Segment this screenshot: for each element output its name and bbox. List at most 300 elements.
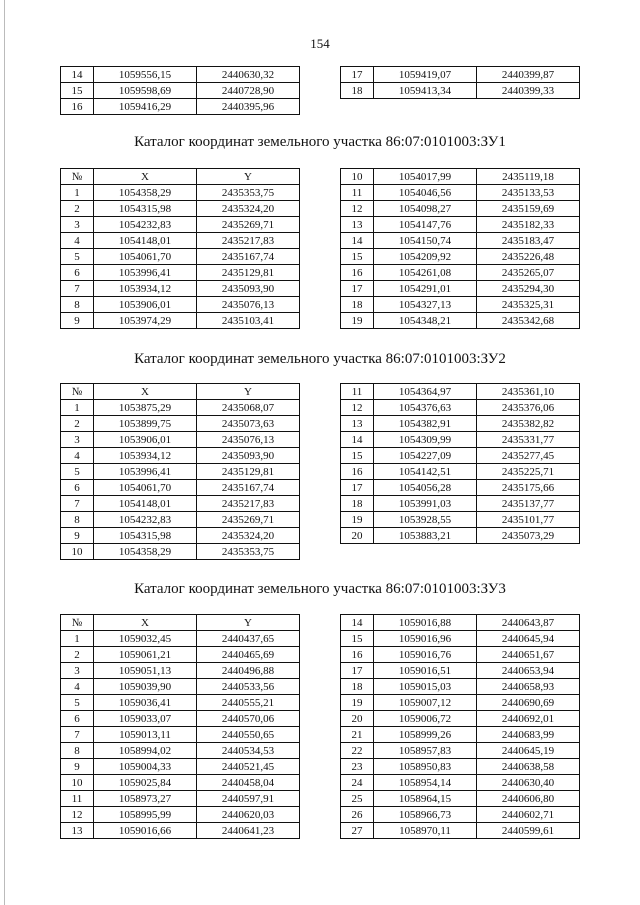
coord-x: 1059006,72 bbox=[374, 711, 477, 727]
coord-x: 1054150,74 bbox=[374, 233, 477, 249]
table-row bbox=[61, 83, 300, 99]
table-row bbox=[61, 313, 300, 329]
coord-y: 2440465,69 bbox=[197, 647, 300, 663]
coord-y: 2440630,32 bbox=[197, 67, 300, 83]
point-number: 10 bbox=[61, 775, 94, 791]
coord-y: 2440690,69 bbox=[477, 695, 580, 711]
coord-x: 1054056,28 bbox=[374, 480, 477, 496]
table-row bbox=[341, 631, 580, 647]
coord-x: 1059039,90 bbox=[94, 679, 197, 695]
coord-y: 2435068,07 bbox=[197, 400, 300, 416]
zu1-table-left bbox=[60, 168, 300, 329]
point-number: 7 bbox=[61, 496, 94, 512]
table-row bbox=[341, 695, 580, 711]
coord-y: 2440606,80 bbox=[477, 791, 580, 807]
coord-y: 2440597,91 bbox=[197, 791, 300, 807]
point-number: 8 bbox=[61, 743, 94, 759]
zu3-table-left bbox=[60, 614, 300, 839]
coord-y: 2435324,20 bbox=[197, 201, 300, 217]
point-number: 3 bbox=[61, 217, 94, 233]
table-row bbox=[341, 297, 580, 313]
zu3-table-right bbox=[340, 614, 580, 839]
point-number: 26 bbox=[341, 807, 374, 823]
coord-x: 1054364,97 bbox=[374, 384, 477, 400]
table-row bbox=[341, 217, 580, 233]
coord-y: 2440533,56 bbox=[197, 679, 300, 695]
point-number: 17 bbox=[341, 663, 374, 679]
coord-x: 1053883,21 bbox=[374, 528, 477, 544]
table-row bbox=[341, 791, 580, 807]
coord-y: 2435175,66 bbox=[477, 480, 580, 496]
coord-x: 1054148,01 bbox=[94, 233, 197, 249]
table-row bbox=[61, 743, 300, 759]
coord-x: 1059419,07 bbox=[374, 67, 477, 83]
column-header-number: № bbox=[61, 615, 94, 631]
table-header-row bbox=[61, 615, 300, 631]
point-number: 16 bbox=[341, 464, 374, 480]
table-row bbox=[61, 528, 300, 544]
point-number: 18 bbox=[341, 496, 374, 512]
point-number: 4 bbox=[61, 679, 94, 695]
table-row bbox=[341, 416, 580, 432]
coord-y: 2435217,83 bbox=[197, 496, 300, 512]
table-row bbox=[61, 496, 300, 512]
page-number: 154 bbox=[310, 36, 330, 51]
coord-x: 1059598,69 bbox=[94, 83, 197, 99]
coord-y: 2435269,71 bbox=[197, 512, 300, 528]
table-row bbox=[341, 711, 580, 727]
point-number: 4 bbox=[61, 233, 94, 249]
table-row bbox=[61, 775, 300, 791]
point-number: 16 bbox=[341, 265, 374, 281]
table-row bbox=[61, 67, 300, 83]
column-header-number: № bbox=[61, 384, 94, 400]
coord-y: 2435093,90 bbox=[197, 448, 300, 464]
coord-y: 2435331,77 bbox=[477, 432, 580, 448]
zu1-table-right bbox=[340, 168, 580, 329]
coord-x: 1054209,92 bbox=[374, 249, 477, 265]
point-number: 20 bbox=[341, 528, 374, 544]
coord-x: 1053996,41 bbox=[94, 464, 197, 480]
coord-y: 2435269,71 bbox=[197, 217, 300, 233]
point-number: 1 bbox=[61, 185, 94, 201]
point-number: 19 bbox=[341, 695, 374, 711]
coord-y: 2440638,58 bbox=[477, 759, 580, 775]
table-row bbox=[341, 185, 580, 201]
point-number: 14 bbox=[61, 67, 94, 83]
coord-x: 1059033,07 bbox=[94, 711, 197, 727]
coord-y: 2440555,21 bbox=[197, 695, 300, 711]
coord-y: 2435073,29 bbox=[477, 528, 580, 544]
point-number: 3 bbox=[61, 663, 94, 679]
coord-x: 1059051,13 bbox=[94, 663, 197, 679]
coord-x: 1059016,96 bbox=[374, 631, 477, 647]
zu2-table-right bbox=[340, 383, 580, 544]
coord-y: 2440534,53 bbox=[197, 743, 300, 759]
table-row bbox=[61, 432, 300, 448]
coord-x: 1054148,01 bbox=[94, 496, 197, 512]
table-row bbox=[61, 823, 300, 839]
point-number: 4 bbox=[61, 448, 94, 464]
coord-y: 2435277,45 bbox=[477, 448, 580, 464]
coord-y: 2440653,94 bbox=[477, 663, 580, 679]
coord-x: 1054358,29 bbox=[94, 185, 197, 201]
point-number: 3 bbox=[61, 432, 94, 448]
coord-x: 1054376,63 bbox=[374, 400, 477, 416]
table-row bbox=[61, 512, 300, 528]
table-row bbox=[341, 384, 580, 400]
coord-x: 1054358,29 bbox=[94, 544, 197, 560]
coord-x: 1053991,03 bbox=[374, 496, 477, 512]
coord-y: 2440521,45 bbox=[197, 759, 300, 775]
coord-x: 1059013,11 bbox=[94, 727, 197, 743]
point-number: 1 bbox=[61, 631, 94, 647]
table-row bbox=[61, 480, 300, 496]
point-number: 5 bbox=[61, 695, 94, 711]
coord-x: 1053934,12 bbox=[94, 448, 197, 464]
table-row bbox=[341, 83, 580, 99]
coord-x: 1053934,12 bbox=[94, 281, 197, 297]
coord-x: 1054348,21 bbox=[374, 313, 477, 329]
coord-x: 1054142,51 bbox=[374, 464, 477, 480]
coord-x: 1053996,41 bbox=[94, 265, 197, 281]
coord-x: 1054232,83 bbox=[94, 217, 197, 233]
table-row bbox=[341, 679, 580, 695]
table-row bbox=[61, 201, 300, 217]
column-header-x: X bbox=[94, 615, 197, 631]
point-number: 9 bbox=[61, 313, 94, 329]
coord-x: 1059416,29 bbox=[94, 99, 197, 115]
table-row bbox=[341, 743, 580, 759]
table-row bbox=[341, 807, 580, 823]
point-number: 24 bbox=[341, 775, 374, 791]
table-row bbox=[341, 265, 580, 281]
point-number: 11 bbox=[61, 791, 94, 807]
point-number: 21 bbox=[341, 727, 374, 743]
coord-x: 1058966,73 bbox=[374, 807, 477, 823]
coord-x: 1059016,76 bbox=[374, 647, 477, 663]
point-number: 13 bbox=[341, 217, 374, 233]
table-row bbox=[61, 185, 300, 201]
coord-x: 1059016,88 bbox=[374, 615, 477, 631]
table-row bbox=[61, 679, 300, 695]
coord-y: 2440728,90 bbox=[197, 83, 300, 99]
point-number: 15 bbox=[341, 448, 374, 464]
point-number: 15 bbox=[61, 83, 94, 99]
point-number: 12 bbox=[341, 201, 374, 217]
table-row bbox=[61, 265, 300, 281]
table-row bbox=[61, 249, 300, 265]
point-number: 8 bbox=[61, 297, 94, 313]
coord-x: 1059036,41 bbox=[94, 695, 197, 711]
point-number: 7 bbox=[61, 727, 94, 743]
table-row bbox=[61, 400, 300, 416]
coord-y: 2440550,65 bbox=[197, 727, 300, 743]
coord-x: 1054261,08 bbox=[374, 265, 477, 281]
coord-x: 1054291,01 bbox=[374, 281, 477, 297]
table-row bbox=[341, 464, 580, 480]
table-row bbox=[61, 297, 300, 313]
table-row bbox=[61, 448, 300, 464]
coord-x: 1059413,34 bbox=[374, 83, 477, 99]
coord-x: 1054315,98 bbox=[94, 528, 197, 544]
coord-x: 1058950,83 bbox=[374, 759, 477, 775]
table-row bbox=[61, 464, 300, 480]
point-number: 13 bbox=[61, 823, 94, 839]
coord-y: 2435217,83 bbox=[197, 233, 300, 249]
coord-x: 1059025,84 bbox=[94, 775, 197, 791]
coord-y: 2440645,94 bbox=[477, 631, 580, 647]
point-number: 10 bbox=[341, 169, 374, 185]
coord-y: 2435342,68 bbox=[477, 313, 580, 329]
coord-y: 2435133,53 bbox=[477, 185, 580, 201]
coord-y: 2440651,67 bbox=[477, 647, 580, 663]
point-number: 9 bbox=[61, 759, 94, 775]
point-number: 2 bbox=[61, 416, 94, 432]
coord-y: 2435324,20 bbox=[197, 528, 300, 544]
coord-x: 1058964,15 bbox=[374, 791, 477, 807]
point-number: 14 bbox=[341, 233, 374, 249]
table-row bbox=[341, 775, 580, 791]
table-row bbox=[341, 313, 580, 329]
table-row bbox=[341, 281, 580, 297]
table-row bbox=[341, 528, 580, 544]
table-row bbox=[61, 281, 300, 297]
table-row bbox=[61, 544, 300, 560]
coord-y: 2435137,77 bbox=[477, 496, 580, 512]
coord-x: 1054227,09 bbox=[374, 448, 477, 464]
point-number: 17 bbox=[341, 480, 374, 496]
table-row bbox=[341, 448, 580, 464]
point-number: 10 bbox=[61, 544, 94, 560]
point-number: 2 bbox=[61, 647, 94, 663]
coord-y: 2435167,74 bbox=[197, 249, 300, 265]
point-number: 6 bbox=[61, 711, 94, 727]
point-number: 27 bbox=[341, 823, 374, 839]
coord-x: 1058954,14 bbox=[374, 775, 477, 791]
table-row bbox=[61, 791, 300, 807]
point-number: 6 bbox=[61, 480, 94, 496]
table-row bbox=[341, 496, 580, 512]
coord-x: 1058999,26 bbox=[374, 727, 477, 743]
coord-y: 2435119,18 bbox=[477, 169, 580, 185]
coord-y: 2435073,63 bbox=[197, 416, 300, 432]
table-row bbox=[61, 416, 300, 432]
coord-x: 1054382,91 bbox=[374, 416, 477, 432]
table-row bbox=[341, 480, 580, 496]
point-number: 25 bbox=[341, 791, 374, 807]
point-number: 14 bbox=[341, 432, 374, 448]
column-header-number: № bbox=[61, 169, 94, 185]
point-number: 23 bbox=[341, 759, 374, 775]
coord-x: 1058994,02 bbox=[94, 743, 197, 759]
point-number: 13 bbox=[341, 416, 374, 432]
table-row bbox=[341, 647, 580, 663]
coord-x: 1054232,83 bbox=[94, 512, 197, 528]
coord-y: 2435376,06 bbox=[477, 400, 580, 416]
coord-y: 2440602,71 bbox=[477, 807, 580, 823]
coord-x: 1059004,33 bbox=[94, 759, 197, 775]
table-row bbox=[341, 249, 580, 265]
coord-y: 2440630,40 bbox=[477, 775, 580, 791]
coord-y: 2440399,87 bbox=[477, 67, 580, 83]
table-row bbox=[61, 233, 300, 249]
table-row bbox=[61, 759, 300, 775]
point-number: 11 bbox=[341, 384, 374, 400]
coord-x: 1059032,45 bbox=[94, 631, 197, 647]
point-number: 14 bbox=[341, 615, 374, 631]
coord-x: 1054017,99 bbox=[374, 169, 477, 185]
coord-x: 1058970,11 bbox=[374, 823, 477, 839]
section-title-zu3: Каталог координат земельного участка 86:07:0101003:ЗУ3 bbox=[134, 581, 506, 597]
coord-x: 1059015,03 bbox=[374, 679, 477, 695]
point-number: 1 bbox=[61, 400, 94, 416]
point-number: 18 bbox=[341, 679, 374, 695]
coord-y: 2435103,41 bbox=[197, 313, 300, 329]
column-header-x: X bbox=[94, 169, 197, 185]
point-number: 20 bbox=[341, 711, 374, 727]
column-header-y: Y bbox=[197, 384, 300, 400]
table-row bbox=[341, 823, 580, 839]
coord-y: 2440437,65 bbox=[197, 631, 300, 647]
coord-x: 1059016,51 bbox=[374, 663, 477, 679]
coord-y: 2440658,93 bbox=[477, 679, 580, 695]
table-row bbox=[61, 711, 300, 727]
coord-x: 1053875,29 bbox=[94, 400, 197, 416]
continued-table-right bbox=[340, 66, 580, 99]
coord-x: 1054061,70 bbox=[94, 480, 197, 496]
coord-y: 2435182,33 bbox=[477, 217, 580, 233]
coord-x: 1053928,55 bbox=[374, 512, 477, 528]
table-row bbox=[61, 217, 300, 233]
point-number: 7 bbox=[61, 281, 94, 297]
point-number: 17 bbox=[341, 281, 374, 297]
coord-x: 1054061,70 bbox=[94, 249, 197, 265]
coord-x: 1059016,66 bbox=[94, 823, 197, 839]
coord-y: 2435159,69 bbox=[477, 201, 580, 217]
table-header-row bbox=[61, 169, 300, 185]
table-row bbox=[341, 663, 580, 679]
point-number: 5 bbox=[61, 249, 94, 265]
table-row bbox=[341, 67, 580, 83]
point-number: 19 bbox=[341, 512, 374, 528]
coord-y: 2435226,48 bbox=[477, 249, 580, 265]
point-number: 15 bbox=[341, 631, 374, 647]
table-row bbox=[61, 647, 300, 663]
section-title-zu1: Каталог координат земельного участка 86:07:0101003:ЗУ1 bbox=[134, 134, 506, 150]
table-row bbox=[341, 169, 580, 185]
table-row bbox=[61, 727, 300, 743]
coord-y: 2440645,19 bbox=[477, 743, 580, 759]
coord-y: 2435361,10 bbox=[477, 384, 580, 400]
point-number: 12 bbox=[61, 807, 94, 823]
table-row bbox=[341, 201, 580, 217]
point-number: 16 bbox=[61, 99, 94, 115]
table-row bbox=[61, 99, 300, 115]
table-row bbox=[341, 432, 580, 448]
point-number: 17 bbox=[341, 67, 374, 83]
coord-y: 2435225,71 bbox=[477, 464, 580, 480]
coord-x: 1053899,75 bbox=[94, 416, 197, 432]
coord-y: 2435382,82 bbox=[477, 416, 580, 432]
coord-y: 2440641,23 bbox=[197, 823, 300, 839]
point-number: 8 bbox=[61, 512, 94, 528]
coord-x: 1053906,01 bbox=[94, 297, 197, 313]
coord-y: 2440692,01 bbox=[477, 711, 580, 727]
coord-y: 2440458,04 bbox=[197, 775, 300, 791]
zu2-table-left bbox=[60, 383, 300, 560]
coord-x: 1059007,12 bbox=[374, 695, 477, 711]
table-row bbox=[341, 727, 580, 743]
coord-y: 2435183,47 bbox=[477, 233, 580, 249]
coord-x: 1059556,15 bbox=[94, 67, 197, 83]
coord-x: 1054315,98 bbox=[94, 201, 197, 217]
coord-y: 2440395,96 bbox=[197, 99, 300, 115]
point-number: 11 bbox=[341, 185, 374, 201]
coord-y: 2440496,88 bbox=[197, 663, 300, 679]
point-number: 15 bbox=[341, 249, 374, 265]
coord-y: 2435101,77 bbox=[477, 512, 580, 528]
coord-y: 2435129,81 bbox=[197, 464, 300, 480]
coord-x: 1059061,21 bbox=[94, 647, 197, 663]
point-number: 18 bbox=[341, 83, 374, 99]
coord-y: 2435265,07 bbox=[477, 265, 580, 281]
coord-y: 2440683,99 bbox=[477, 727, 580, 743]
coord-x: 1054098,27 bbox=[374, 201, 477, 217]
coord-x: 1054147,76 bbox=[374, 217, 477, 233]
table-row bbox=[341, 512, 580, 528]
coord-x: 1058995,99 bbox=[94, 807, 197, 823]
coord-y: 2440399,33 bbox=[477, 83, 580, 99]
point-number: 12 bbox=[341, 400, 374, 416]
column-header-x: X bbox=[94, 384, 197, 400]
coord-y: 2435353,75 bbox=[197, 544, 300, 560]
table-row bbox=[341, 759, 580, 775]
coord-x: 1058957,83 bbox=[374, 743, 477, 759]
coord-y: 2435167,74 bbox=[197, 480, 300, 496]
point-number: 2 bbox=[61, 201, 94, 217]
coord-x: 1054309,99 bbox=[374, 432, 477, 448]
coord-x: 1054327,13 bbox=[374, 297, 477, 313]
coord-y: 2440643,87 bbox=[477, 615, 580, 631]
section-title-zu2: Каталог координат земельного участка 86:07:0101003:ЗУ2 bbox=[134, 351, 506, 367]
point-number: 16 bbox=[341, 647, 374, 663]
coord-x: 1053974,29 bbox=[94, 313, 197, 329]
coord-x: 1058973,27 bbox=[94, 791, 197, 807]
coord-y: 2435093,90 bbox=[197, 281, 300, 297]
point-number: 18 bbox=[341, 297, 374, 313]
column-header-y: Y bbox=[197, 169, 300, 185]
point-number: 19 bbox=[341, 313, 374, 329]
coord-y: 2435129,81 bbox=[197, 265, 300, 281]
coord-y: 2435353,75 bbox=[197, 185, 300, 201]
coord-y: 2435294,30 bbox=[477, 281, 580, 297]
table-row bbox=[341, 233, 580, 249]
table-row bbox=[341, 400, 580, 416]
table-row bbox=[61, 663, 300, 679]
coord-x: 1054046,56 bbox=[374, 185, 477, 201]
table-row bbox=[61, 695, 300, 711]
coord-y: 2435325,31 bbox=[477, 297, 580, 313]
coord-y: 2435076,13 bbox=[197, 432, 300, 448]
continued-table-left bbox=[60, 66, 300, 115]
table-row bbox=[341, 615, 580, 631]
coord-y: 2435076,13 bbox=[197, 297, 300, 313]
point-number: 5 bbox=[61, 464, 94, 480]
point-number: 6 bbox=[61, 265, 94, 281]
coord-y: 2440599,61 bbox=[477, 823, 580, 839]
coord-x: 1053906,01 bbox=[94, 432, 197, 448]
